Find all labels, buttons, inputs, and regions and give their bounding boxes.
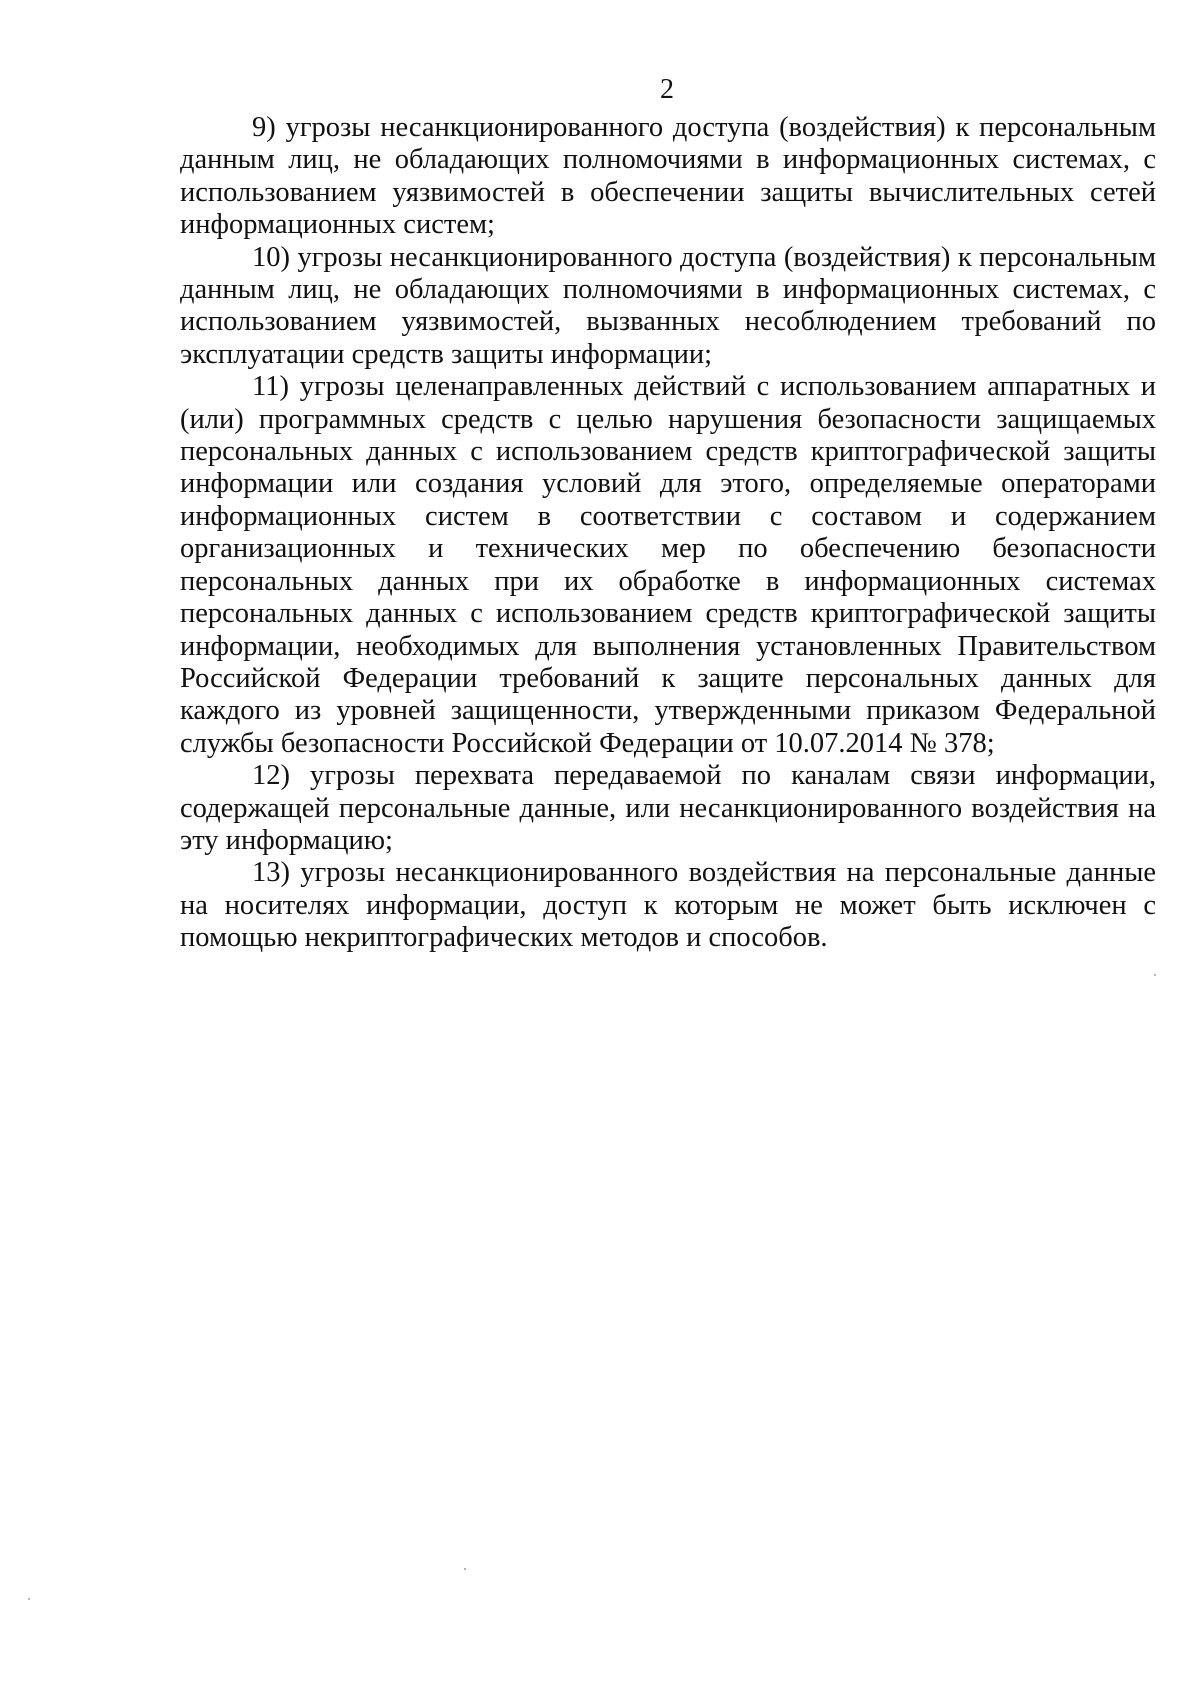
list-item-11: 11) угрозы целенаправленных действий с использованием аппаратных и (или) программных средств с целью нарушения безопасности защищаемых персональных данных с использованием средств криптографической защиты информации или создания условий для этого, определяемые операторами информационных систем в соответствии с составом и содержанием организационных и технических мер по обеспечению безопасности персональных данных при их обработке в информационных системах персональных данных с использованием средств криптографической защиты информации, необходимых для выполнения установленных Правительством Российской Федерации требований к защите персональных данных для каждого из уровней защищенности, утвержденными приказом Федеральной службы безопасности Российской Федерации от 10.07.2014 № 378; bbox=[180, 371, 1156, 759]
scan-speck bbox=[28, 1598, 30, 1600]
list-item-13: 13) угрозы несанкционированного воздействия на персональные данные на носителях информации, доступ к которым не может быть исключен с помощью некриптографических методов и способов. bbox=[180, 857, 1156, 954]
document-body bbox=[180, 112, 1156, 955]
page-number: 2 bbox=[660, 74, 674, 105]
scan-speck bbox=[464, 1568, 466, 1570]
scan-speck bbox=[1154, 974, 1156, 976]
list-item-12: 12) угрозы перехвата передаваемой по каналам связи информации, содержащей персональные данные, или несанкционированного воздействия на эту информацию; bbox=[180, 760, 1156, 856]
list-item-9: 9) угрозы несанкционированного доступа (воздействия) к персональным данным лиц, не обладающих полномочиями в информационных системах, с использованием уязвимостей в обеспечении защиты вычислительных сетей информационных систем; bbox=[180, 112, 1156, 241]
list-item-10: 10) угрозы несанкционированного доступа (воздействия) к персональным данным лиц, не обладающих полномочиями в информационных системах, с использованием уязвимостей, вызванных несоблюдением требований по эксплуатации средств защиты информации; bbox=[180, 241, 1156, 370]
